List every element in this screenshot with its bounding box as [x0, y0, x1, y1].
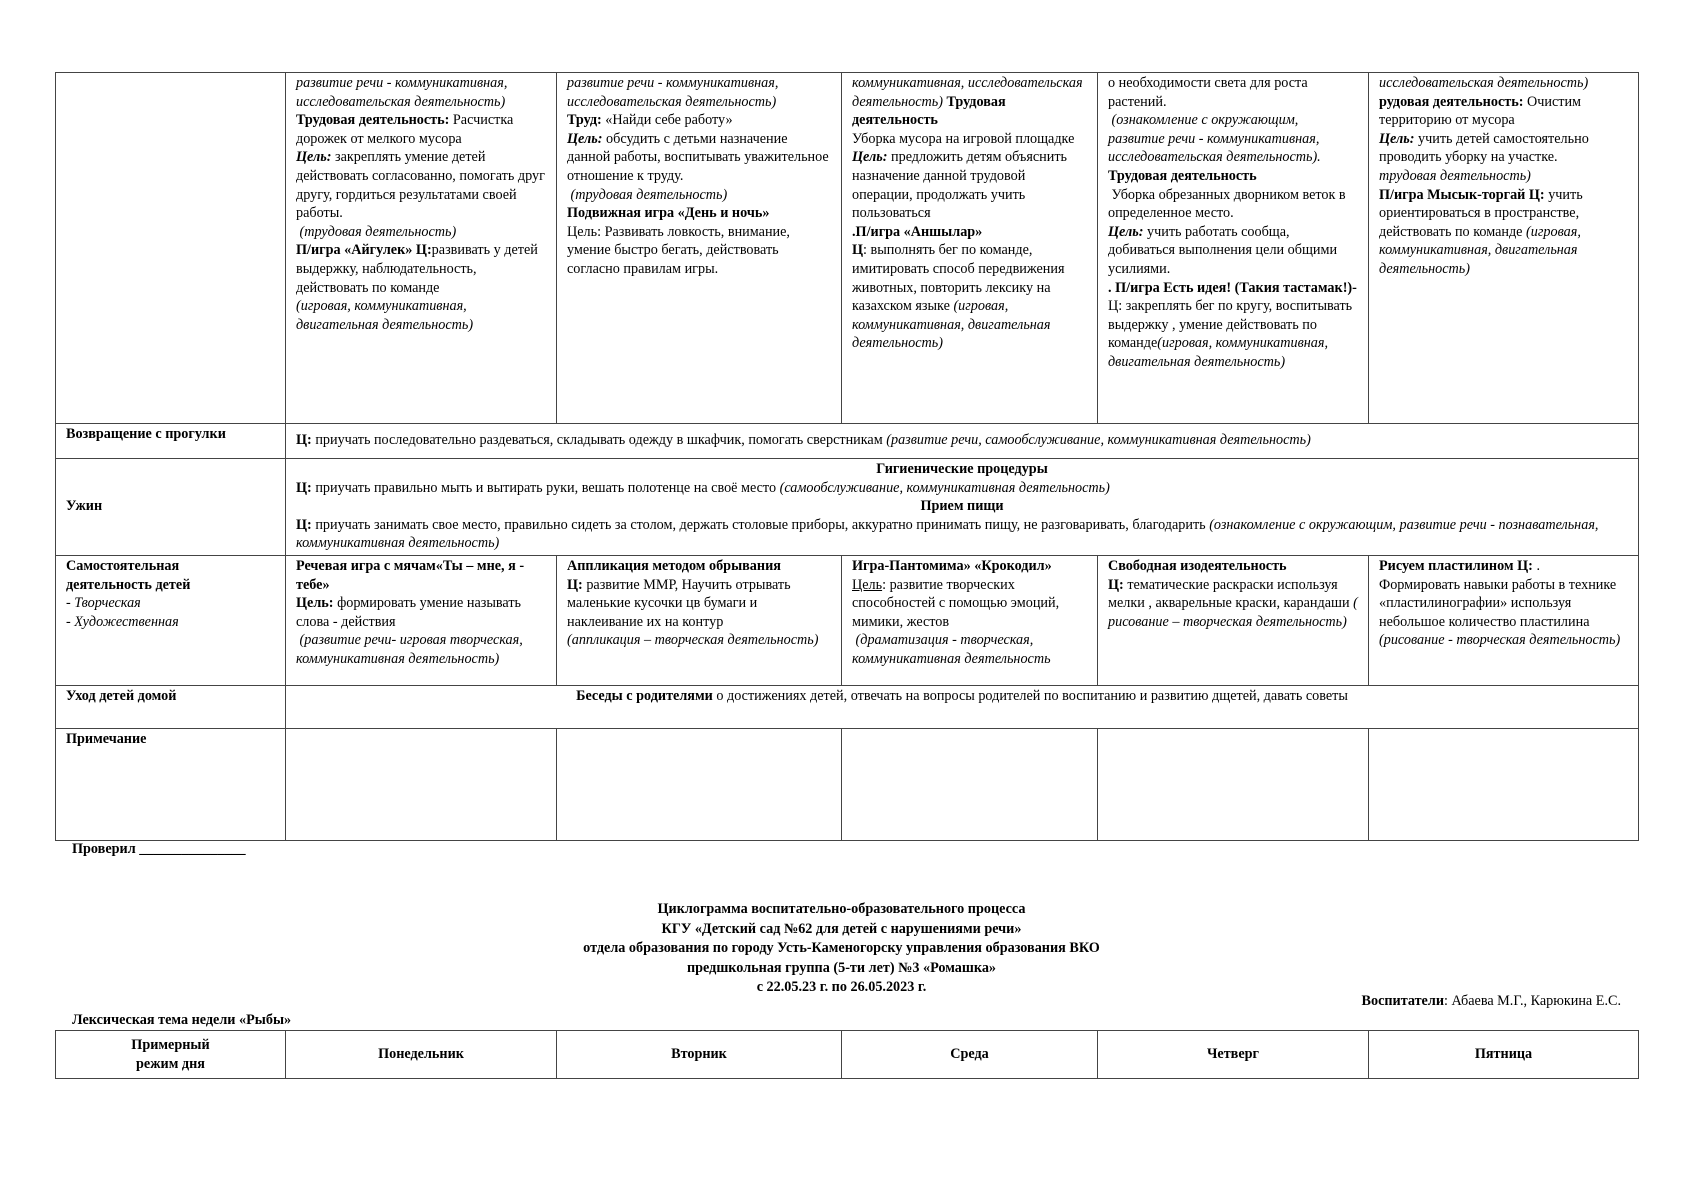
- note-thu-cell: [1098, 728, 1369, 840]
- thu-goal-label: Цель:: [1108, 223, 1144, 240]
- thu-game-label: . П/игра Есть идея! (Такия тастамак!)-: [1108, 279, 1357, 296]
- walk-thu-cell: [1098, 73, 1369, 424]
- note-fri-cell: [1369, 728, 1639, 840]
- thu-game-note: (игровая, коммуникативная, двигательная деятельность): [1108, 335, 1329, 370]
- mode-header: [56, 1031, 286, 1079]
- hygiene-title: Гигиенические процедуры: [876, 461, 1048, 477]
- thu-activity-goal-text: тематические раскраски используя мелки , акварельные краски, карандаши: [1108, 576, 1350, 612]
- fri-labor-text: Очистим территорию от мусора: [1379, 93, 1582, 129]
- walk-wed-cell: [842, 73, 1098, 424]
- mon-game-label: П/игра «Айгулек»: [296, 242, 413, 259]
- fri-game-note: (игровая, коммуникативная, двигательная деятельность): [1379, 223, 1581, 277]
- return-walk-cell: [286, 424, 1639, 459]
- thu-goal-text: учить работать сообща, добиваться выполнения цели общими усилиями.: [1108, 223, 1338, 277]
- tue-goal-label: Цель:: [567, 130, 603, 147]
- meal-line: [296, 516, 1628, 553]
- fri-game-text: учить ориентироваться в пространстве, действовать по команде: [1379, 186, 1583, 240]
- note-label: Примечание: [56, 728, 286, 840]
- wed-game-note: (игровая, коммуникативная, двигательная деятельность): [852, 298, 1051, 352]
- mon-walk-note: развитие речи - коммуникативная, исследовательская деятельность): [296, 75, 508, 110]
- tue-game-text: Цель: Развивать ловкость, внимание, умение быстро бегать, действовать согласно правилам игры.: [567, 223, 790, 277]
- lexical-theme: Лексическая тема недели «Рыбы»: [72, 1012, 292, 1028]
- independent-label-cell: [56, 555, 286, 685]
- title-line-2: КГУ «Детский сад №62 для детей с нарушениями речи»: [661, 920, 1022, 937]
- thu-walk-text: о необходимости света для роста растений.: [1108, 75, 1308, 110]
- going-home-label: Уход детей домой: [56, 685, 286, 728]
- week-header-table: [55, 1030, 1639, 1079]
- walk-tue-cell: [557, 73, 842, 424]
- thu-labor-label: Трудовая деятельность: [1108, 167, 1257, 184]
- wed-activity-title: Игра-Пантомима» «Крокодил»: [852, 557, 1052, 574]
- checked-signature-line: Проверил _______________: [72, 841, 246, 857]
- note-tue-cell: [557, 728, 842, 840]
- title-line-5: с 22.05.23 г. по 26.05.2023 г.: [756, 979, 927, 995]
- walk-fri-cell: [1369, 73, 1639, 424]
- plan-table: [55, 72, 1639, 841]
- note-wed-cell: [842, 728, 1098, 840]
- wed-game-goal-label: Ц: [852, 242, 864, 259]
- hygiene-line: [296, 479, 1628, 498]
- fri-activity-title-tail: .: [1536, 557, 1540, 574]
- return-walk-text: приучать последовательно раздеваться, складывать одежду в шкафчик, помогать сверстникам: [315, 432, 883, 449]
- return-walk-note: (развитие речи, самообслуживание, коммуникативная деятельность): [886, 432, 1311, 449]
- mon-activity-title: Речевая игра с мячам«Ты – мне, я - тебе»: [296, 557, 525, 593]
- wed-game-text: : выполнять бег по команде, имитировать способ передвижения животных, повторить лексику на казахском языке: [852, 242, 1065, 315]
- wed-goal-text: предложить детям объяснить назначение данной трудовой операции, продолжать учить пользоваться: [852, 149, 1068, 222]
- dinner-label: Ужин: [56, 459, 286, 556]
- mon-activity-note: (развитие речи- игровая творческая, коммуникативная деятельность): [296, 632, 523, 667]
- fri-activity-goal-text: Формировать навыки работы в технике «пластилинографии» используя небольшое количество пластилина: [1379, 576, 1617, 630]
- independent-sub-1: - Творческая: [66, 595, 141, 612]
- mon-goal-text: закреплять умение детей действовать согласованно, помогать друг другу, гордиться результатами своей работы.: [296, 149, 545, 222]
- meal-goal-label: Ц:: [296, 516, 312, 533]
- tue-activity-goal-text: развитие ММР, Научить отрывать маленькие кусочки цв бумаги и наклеивание их на контур: [567, 576, 791, 630]
- wed-activity-goal-label: Цель: [852, 576, 883, 593]
- title-line-4: предшкольная группа (5-ти лет) №3 «Ромашка»: [686, 959, 997, 976]
- tue-goal-text: обсудить с детьми назначение данной работы, воспитывать уважительное отношение к труду.: [567, 130, 829, 184]
- tue-activity-note: (аппликация – творческая деятельность): [567, 632, 819, 649]
- independent-row: [56, 555, 1639, 685]
- mon-labor-label: Трудовая деятельность:: [296, 112, 450, 129]
- meal-title: Прием пищи: [920, 498, 1004, 515]
- title-line-3: отдела образования по городу Усть-Каменогорску управления образования ВКО: [583, 940, 1100, 956]
- dinner-row: [56, 459, 1639, 556]
- wed-labor-text: Уборка мусора на игровой площадке: [852, 130, 1075, 147]
- fri-activity-title: Рисуем пластилином Ц:: [1379, 557, 1533, 574]
- going-home-bold: Беседы с родителями: [576, 687, 713, 704]
- tue-labor-text: «Найди себе работу»: [605, 112, 733, 129]
- week-header-row: [56, 1031, 1639, 1079]
- tue-goal-note: (трудовая деятельность): [570, 186, 728, 203]
- walk-mon-cell: [286, 73, 557, 424]
- day-header-friday: Пятница: [1369, 1031, 1639, 1079]
- thu-activity-note: ( рисование – творческая деятельность): [1108, 595, 1358, 630]
- wed-activity-goal-text: : развитие творческих способностей с помощью эмоций, мимики, жестов: [852, 576, 1060, 630]
- fri-labor-label: рудовая деятельность:: [1379, 93, 1524, 110]
- return-walk-row: [56, 424, 1639, 459]
- hygiene-goal-label: Ц:: [296, 479, 312, 496]
- fri-goal-note: трудовая деятельность): [1379, 167, 1531, 184]
- independent-sub-2: - Художественная: [66, 613, 179, 630]
- day-header-tuesday: Вторник: [557, 1031, 842, 1079]
- meal-text: приучать занимать свое место, правильно сидеть за столом, держать столовые приборы, аккуратно принимать пищу, не разговаривать, благодарить: [315, 516, 1206, 533]
- mon-activity-goal-label: Цель:: [296, 595, 334, 612]
- meal-note: (ознакомление с окружающим, развитие речи - познавательная, коммуникативная деятельность): [296, 516, 1599, 552]
- mon-goal-note: (трудовая деятельность): [299, 223, 457, 240]
- teachers: [1362, 992, 1621, 1011]
- going-home-text: о достижениях детей, отвечать на вопросы родителей по воспитанию и развитию дщетей, давать советы: [716, 687, 1348, 704]
- mon-game-text: развивать у детей выдержку, наблюдательность, действовать по команде: [296, 242, 538, 296]
- independent-tue-cell: [557, 555, 842, 685]
- mon-activity-goal-text: формировать умение называть слова - действия: [296, 595, 522, 630]
- return-walk-goal-label: Ц:: [296, 432, 312, 449]
- teachers-label: Воспитатели: [1361, 993, 1444, 1009]
- thu-walk-note: (ознакомление с окружающим, развитие речи - коммуникативная, исследовательская деятельность).: [1108, 112, 1321, 166]
- thu-game-text: Ц: закреплять бег по кругу, воспитывать выдержку , умение действовать по команде: [1108, 298, 1353, 352]
- thu-activity-goal-label: Ц:: [1108, 576, 1124, 593]
- fri-game-label: П/игра Мысык-торгай Ц:: [1379, 186, 1545, 203]
- going-home-row: [56, 685, 1639, 728]
- mode-header-line-1: Примерный: [131, 1036, 210, 1053]
- thu-activity-title: Свободная изодеятельность: [1108, 557, 1287, 574]
- walk-continuation-row: [56, 73, 1639, 424]
- title-line-1: Циклограмма воспитательно-образовательного процесса: [657, 901, 1026, 917]
- wed-activity-note: (драматизация - творческая, коммуникативная деятельность: [852, 632, 1051, 667]
- thu-labor-text: Уборка обрезанных дворником веток в определенное место.: [1108, 186, 1346, 222]
- independent-mon-cell: [286, 555, 557, 685]
- mon-labor-text: Расчистка дорожек от мелкого мусора: [296, 112, 514, 147]
- tue-activity-title: Аппликация методом обрывания: [567, 557, 781, 574]
- independent-label-1: Самостоятельная: [66, 557, 180, 574]
- tue-walk-note: развитие речи - коммуникативная, исследовательская деятельность): [567, 75, 779, 110]
- document-title: [0, 900, 1683, 998]
- wed-labor-label: Трудовая деятельность: [852, 93, 1006, 129]
- teachers-names: : Абаева М.Г., Карюкина Е.С.: [1444, 993, 1621, 1009]
- tue-activity-goal-label: Ц:: [567, 576, 583, 593]
- hygiene-note: (самообслуживание, коммуникативная деятельность): [779, 479, 1110, 496]
- mon-goal-label: Цель:: [296, 149, 332, 166]
- independent-thu-cell: [1098, 555, 1369, 685]
- mon-game-note: (игровая, коммуникативная, двигательная деятельность): [296, 298, 474, 333]
- fri-activity-note: (рисование - творческая деятельность): [1379, 632, 1621, 649]
- tue-labor-label: Труд:: [567, 112, 602, 129]
- independent-wed-cell: [842, 555, 1098, 685]
- return-walk-label: Возвращение с прогулки: [56, 424, 286, 459]
- day-header-thursday: Четверг: [1098, 1031, 1369, 1079]
- fri-walk-note: исследовательская деятельность): [1379, 75, 1589, 91]
- tue-game-label: Подвижная игра «День и ночь»: [567, 205, 770, 222]
- independent-fri-cell: [1369, 555, 1639, 685]
- mon-game-goal-label: Ц:: [415, 242, 432, 259]
- fri-goal-text: учить детей самостоятельно проводить уборку на участке.: [1379, 130, 1589, 166]
- wed-goal-label: Цель:: [852, 149, 888, 166]
- day-header-wednesday: Среда: [842, 1031, 1098, 1079]
- mode-header-line-2: режим дня: [136, 1055, 205, 1072]
- walk-label-cell: [56, 73, 286, 424]
- note-mon-cell: [286, 728, 557, 840]
- wed-game-label: .П/игра «Аншылар»: [852, 223, 983, 240]
- independent-label-2: деятельность детей: [66, 576, 191, 593]
- hygiene-text: приучать правильно мыть и вытирать руки, вешать полотенце на своё место: [315, 479, 777, 496]
- day-header-monday: Понедельник: [286, 1031, 557, 1079]
- wed-walk-note: коммуникативная, исследовательская деятельность): [852, 75, 1083, 110]
- going-home-cell: [286, 685, 1639, 728]
- fri-goal-label: Цель:: [1379, 130, 1415, 147]
- dinner-cell: [286, 459, 1639, 556]
- note-row: [56, 728, 1639, 840]
